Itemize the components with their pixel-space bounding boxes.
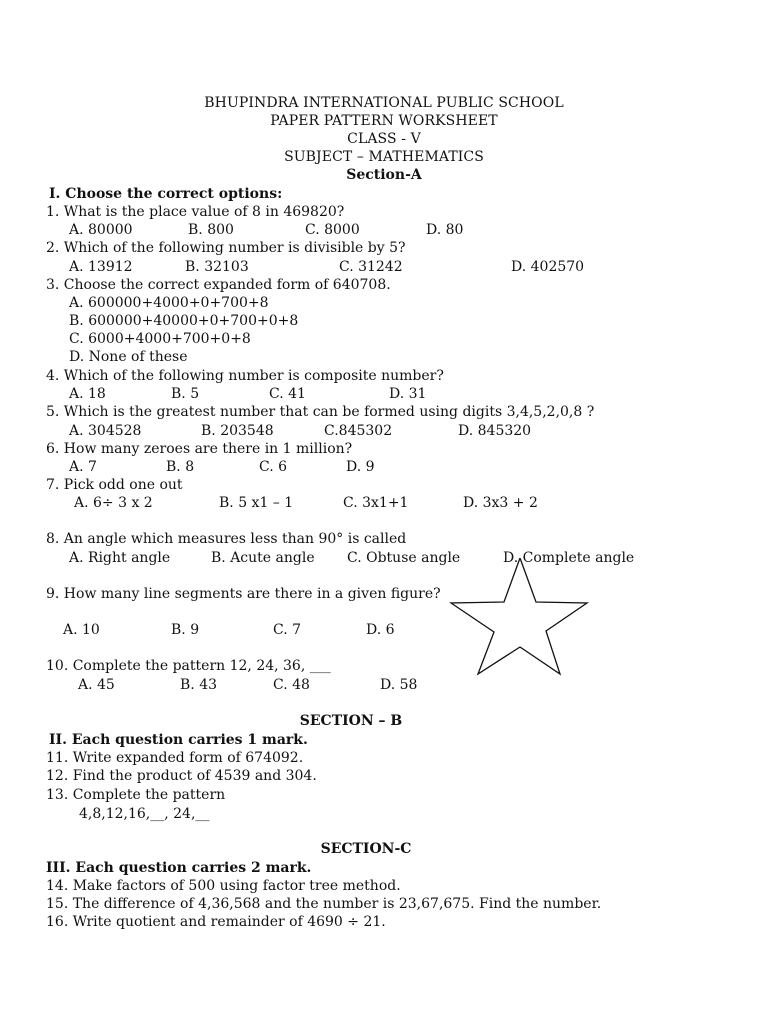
question-1: 1. What is the place value of 8 in 469820? (46, 204, 345, 220)
q7-option-a: A. 6÷ 3 x 2 (74, 495, 153, 511)
q6-option-d: D. 9 (346, 459, 375, 475)
question-7: 7. Pick odd one out (46, 477, 183, 493)
q2-option-b: B. 32103 (185, 259, 249, 275)
q2-option-d: D. 402570 (511, 259, 585, 275)
q7-option-b: B. 5 x1 – 1 (219, 495, 294, 511)
question-14: 14. Make factors of 500 using factor tree method. (46, 878, 401, 894)
question-4: 4. Which of the following number is composite number? (46, 368, 444, 384)
q3-option-c: C. 6000+4000+700+0+8 (69, 331, 251, 347)
q4-option-d: D. 31 (389, 386, 427, 402)
q5-option-c: C.845302 (324, 423, 393, 439)
question-12: 12. Find the product of 4539 and 304. (46, 768, 317, 784)
question-15: 15. The difference of 4,36,568 and the number is 23,67,675. Find the number. (46, 896, 602, 912)
q4-option-a: A. 18 (69, 386, 106, 402)
question-11: 11. Write expanded form of 674092. (46, 750, 304, 766)
q4-option-c: C. 41 (269, 386, 306, 402)
question-10: 10. Complete the pattern 12, 24, 36, ___ (46, 658, 331, 674)
section-c-title: SECTION-C (320, 841, 412, 857)
q1-option-d: D. 80 (426, 222, 464, 238)
q2-option-a: A. 13912 (69, 259, 133, 275)
q6-option-a: A. 7 (69, 459, 97, 475)
q10-option-d: D. 58 (380, 677, 418, 693)
q10-option-a: A. 45 (78, 677, 115, 693)
section-c-instruction: III. Each question carries 2 mark. (46, 860, 312, 876)
q9-option-d: D. 6 (366, 622, 395, 638)
class-label: CLASS - V (347, 131, 421, 147)
question-5: 5. Which is the greatest number that can be formed using digits 3,4,5,2,0,8 ? (46, 404, 595, 420)
q6-option-b: B. 8 (166, 459, 195, 475)
section-b-title: SECTION – B (299, 713, 403, 729)
worksheet-title: PAPER PATTERN WORKSHEET (270, 113, 498, 129)
q4-option-b: B. 5 (171, 386, 200, 402)
q7-option-c: C. 3x1+1 (343, 495, 409, 511)
section-a-instruction: I. Choose the correct options: (49, 186, 283, 202)
q13-pattern: 4,8,12,16,__, 24,__ (79, 806, 210, 822)
question-6: 6. How many zeroes are there in 1 million? (46, 441, 353, 457)
section-a-title: Section-A (346, 167, 422, 183)
q5-option-b: B. 203548 (201, 423, 274, 439)
q9-option-b: B. 9 (171, 622, 200, 638)
star-outline (451, 558, 587, 674)
q2-option-c: C. 31242 (339, 259, 403, 275)
question-9: 9. How many line segments are there in a given figure? (46, 586, 441, 602)
q1-option-c: C. 8000 (305, 222, 360, 238)
q10-option-c: C. 48 (273, 677, 310, 693)
q10-option-b: B. 43 (180, 677, 218, 693)
q1-option-b: B. 800 (188, 222, 234, 238)
q5-option-a: A. 304528 (69, 423, 142, 439)
q1-option-a: A. 80000 (69, 222, 133, 238)
star-icon (449, 558, 591, 676)
q7-option-d: D. 3x3 + 2 (463, 495, 538, 511)
q3-option-a: A. 600000+4000+0+700+8 (69, 295, 269, 311)
school-name: BHUPINDRA INTERNATIONAL PUBLIC SCHOOL (204, 95, 564, 111)
section-b-instruction: II. Each question carries 1 mark. (49, 732, 308, 748)
q8-option-c: C. Obtuse angle (347, 550, 461, 566)
q8-option-d: D. Complete angle (503, 550, 635, 566)
q5-option-d: D. 845320 (458, 423, 532, 439)
question-3: 3. Choose the correct expanded form of 640708. (46, 277, 391, 293)
q9-option-c: C. 7 (273, 622, 302, 638)
question-2: 2. Which of the following number is divisible by 5? (46, 240, 406, 256)
question-13: 13. Complete the pattern (46, 787, 226, 803)
subject-label: SUBJECT – MATHEMATICS (284, 149, 484, 165)
q3-option-b: B. 600000+40000+0+700+0+8 (69, 313, 299, 329)
q8-option-b: B. Acute angle (211, 550, 315, 566)
q8-option-a: A. Right angle (69, 550, 171, 566)
question-8: 8. An angle which measures less than 90° is called (46, 531, 407, 547)
q6-option-c: C. 6 (259, 459, 288, 475)
question-16: 16. Write quotient and remainder of 4690 ÷ 21. (46, 914, 386, 930)
q3-option-d: D. None of these (69, 349, 188, 365)
q9-option-a: A. 10 (63, 622, 100, 638)
